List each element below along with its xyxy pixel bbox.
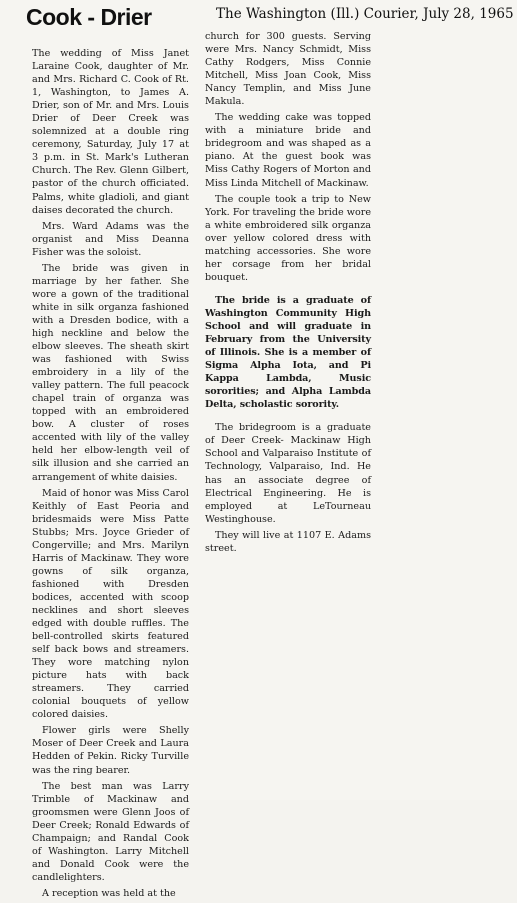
spacer (205, 414, 371, 421)
paragraph: They will live at 1107 E. Adams street. (205, 529, 371, 554)
paragraph: A reception was held at the (42, 887, 176, 899)
article-headline: Cook - Drier (26, 4, 152, 30)
article-column-left (32, 47, 189, 903)
paragraph: church for 300 guests. Serving were Mrs. Nancy Schmidt, Miss Cathy Rodgers, Miss Connie Mitchell, Miss Joan Cook, Miss Nancy Templin, and Miss June Makula. (205, 31, 371, 108)
paragraph: The bride is a graduate of Washington Community High School and will graduate in February from the University of Illinois. She is a member of Sigma Alpha Iota, and Pi Kappa Lambda, Music sororities; and Alpha Lambda Delta, scholastic sorority. (205, 294, 371, 411)
paragraph: Mrs. Ward Adams was the organist and Miss Deanna Fisher was the soloist. (32, 220, 189, 258)
article-column-right (205, 30, 371, 558)
newspaper-source-line: The Washington (Ill.) Courier, July 28, 1965 (216, 6, 514, 22)
paragraph: The couple took a trip to New York. For traveling the bride wore a white embroidered silk organza over yellow colored dress with matching accessories. She wore her corsage from her bridal bouquet. (205, 193, 371, 283)
paragraph: The wedding cake was topped with a miniature bride and bridegroom and was shaped as a piano. At the guest book was Miss Cathy Rogers of Morton and Miss Linda Mitchell of Mackinaw. (205, 112, 371, 189)
paragraph: The best man was Larry Trimble of Mackinaw and groomsmen were Glenn Joos of Deer Creek; Ronald Edwards of Champaign; and Randal Cook of Washington. Larry Mitchell and Donald Cook were the candlelighters. (32, 780, 189, 883)
paragraph: The bride was given in marriage by her father. She wore a gown of the traditional white in silk organza fashioned with a Dresden bodice, with a high neckline and below the elbow sleeves. The sheath skirt was fashioned with Swiss embroidery in a lily of the valley pattern. The full peacock chapel train of organza was topped with an embroidered bow. A cluster of roses accented with lily of the valley held her elbow-length veil of silk illusion and she carried an arrangement of white daisies. (32, 262, 189, 483)
paragraph: Maid of honor was Miss Carol Keithly of East Peoria and bridesmaids were Miss Patte Stubbs; Mrs. Joyce Grieder of Congerville; and Mrs. Marilyn Harris of Mackinaw. They wore gowns of silk organza, fashioned with Dresden bodices, accented with scoop necklines and short sleeves edged with double ruffles. The bell-controlled skirts featured self back bows and streamers. They wore matching nylon picture hats with back streamers. They carried colonial bouquets of yellow colored daisies. (32, 487, 189, 721)
paragraph: The bridegroom is a graduate of Deer Creek- Mackinaw High School and Valparaiso Institute of Technology, Valparaiso, Ind. He has an associate degree of Electrical Engineering. He is employed at LeTourneau Westinghouse. (205, 422, 371, 525)
paragraph: The wedding of Miss Janet Laraine Cook, daughter of Mr. and Mrs. Richard C. Cook of Rt. 1, Washington, to James A. Drier, son of Mr. and Mrs. Louis Drier of Deer Creek was solemnized at a double ring ceremony, Saturday, July 17 at 3 p.m. in St. Mark's Lutheran Church. The Rev. Glenn Gilbert, pastor of the church officiated. Palms, white gladioli, and giant daises decorated the church. (32, 48, 189, 216)
spacer (205, 287, 371, 294)
paragraph: Flower girls were Shelly Moser of Deer Creek and Laura Hedden of Pekin. Ricky Turville was the ring bearer. (32, 725, 189, 776)
